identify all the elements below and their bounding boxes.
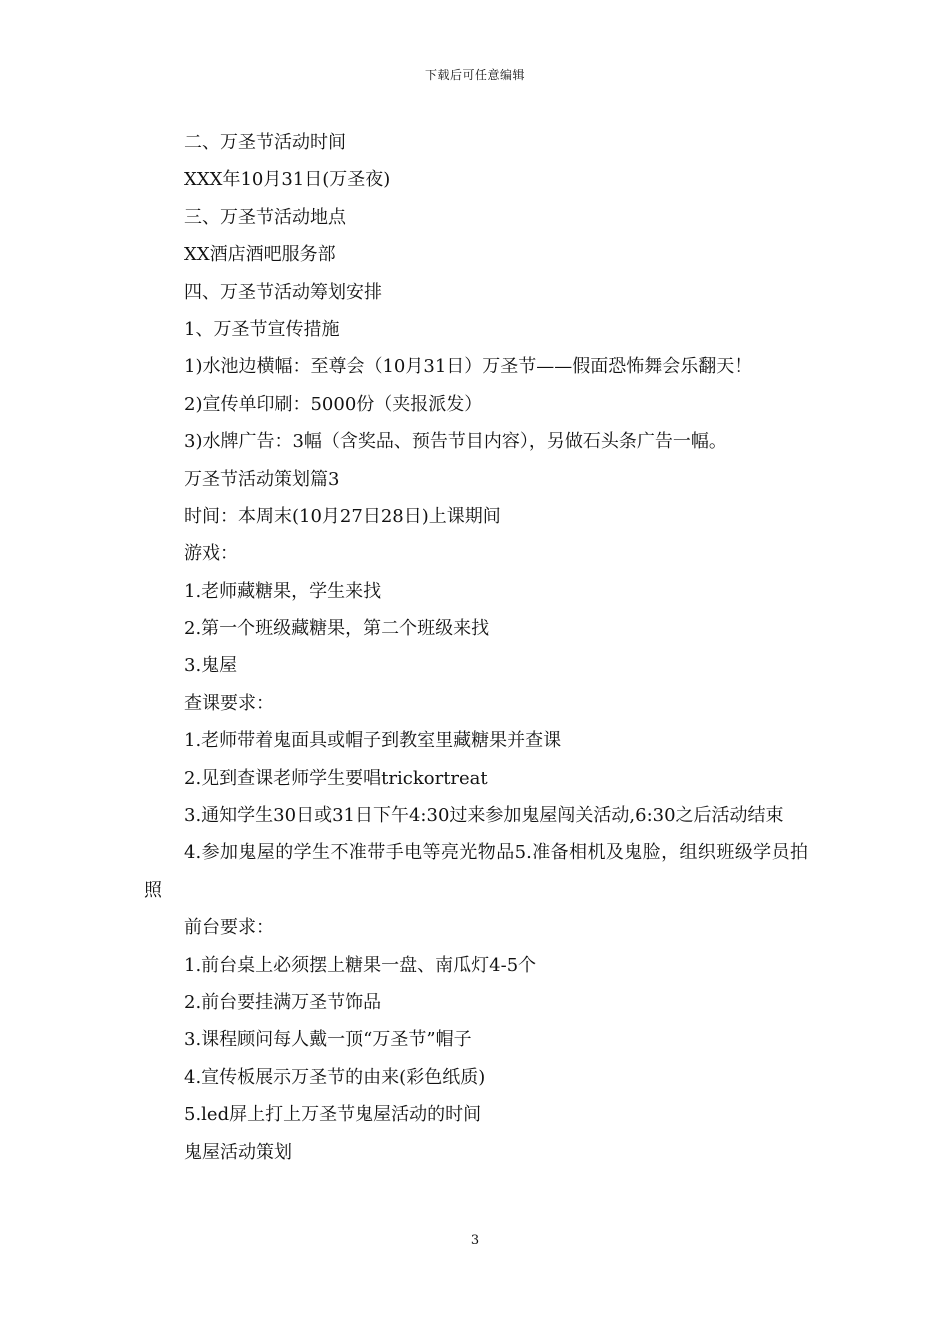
text-line: 1.老师藏糖果，学生来找 [184,580,382,602]
text-paragraph: 4.参加鬼屋的学生不准带手电等亮光物品5.准备相机及鬼脸，组织班级学员拍照 [144,842,808,901]
text-line: 3.课程顾问每人戴一顶“万圣节”帽子 [184,1029,472,1051]
text-line: 1、万圣节宣传措施 [184,318,340,340]
text-line: 2.第一个班级藏糖果，第二个班级来找 [184,618,490,640]
text-line: XXX年10月31日(万圣夜) [184,169,391,191]
text-line: 3)水牌广告：3幅（含奖品、预告节目内容），另做石头条广告一幅。 [184,431,727,453]
page-number: 3 [470,1233,480,1248]
text-line: 前台要求： [184,917,274,939]
text-line: 1)水池边横幅：至尊会（10月31日）万圣节——假面恐怖舞会乐翻天！ [184,356,753,378]
text-line: XX酒店酒吧服务部 [184,244,336,266]
text-line: 3.鬼屋 [184,655,238,677]
text-line: 4.宣传板展示万圣节的由来(彩色纸质) [184,1066,486,1088]
text-line: 2.见到查课老师学生要唱trickortreat [184,767,488,789]
section-title: 万圣节活动策划篇3 [184,468,340,490]
page-header: 下载后可任意编辑 [424,68,525,82]
document-body [144,124,808,1171]
text-paragraph: 3.通知学生30日或31日下午4:30过来参加鬼屋闯关活动,6:30之后活动结束 [184,805,784,827]
text-line: 三、万圣节活动地点 [184,206,346,228]
text-line: 5.led屏上打上万圣节鬼屋活动的时间 [184,1104,482,1126]
section-title: 鬼屋活动策划 [184,1141,292,1163]
text-line: 查课要求： [184,692,274,714]
text-line: 时间：本周末(10月27日28日)上课期间 [184,505,501,527]
text-line: 1.老师带着鬼面具或帽子到教室里藏糖果并查课 [184,730,562,752]
text-line: 二、万圣节活动时间 [184,132,346,153]
text-line: 游戏： [184,543,238,565]
text-line: 2)宣传单印刷：5000份（夹报派发） [184,393,483,415]
text-line: 2.前台要挂满万圣节饰品 [184,992,382,1014]
text-line: 四、万圣节活动筹划安排 [184,281,382,303]
text-line: 1.前台桌上必须摆上糖果一盘、南瓜灯4-5个 [184,954,537,976]
